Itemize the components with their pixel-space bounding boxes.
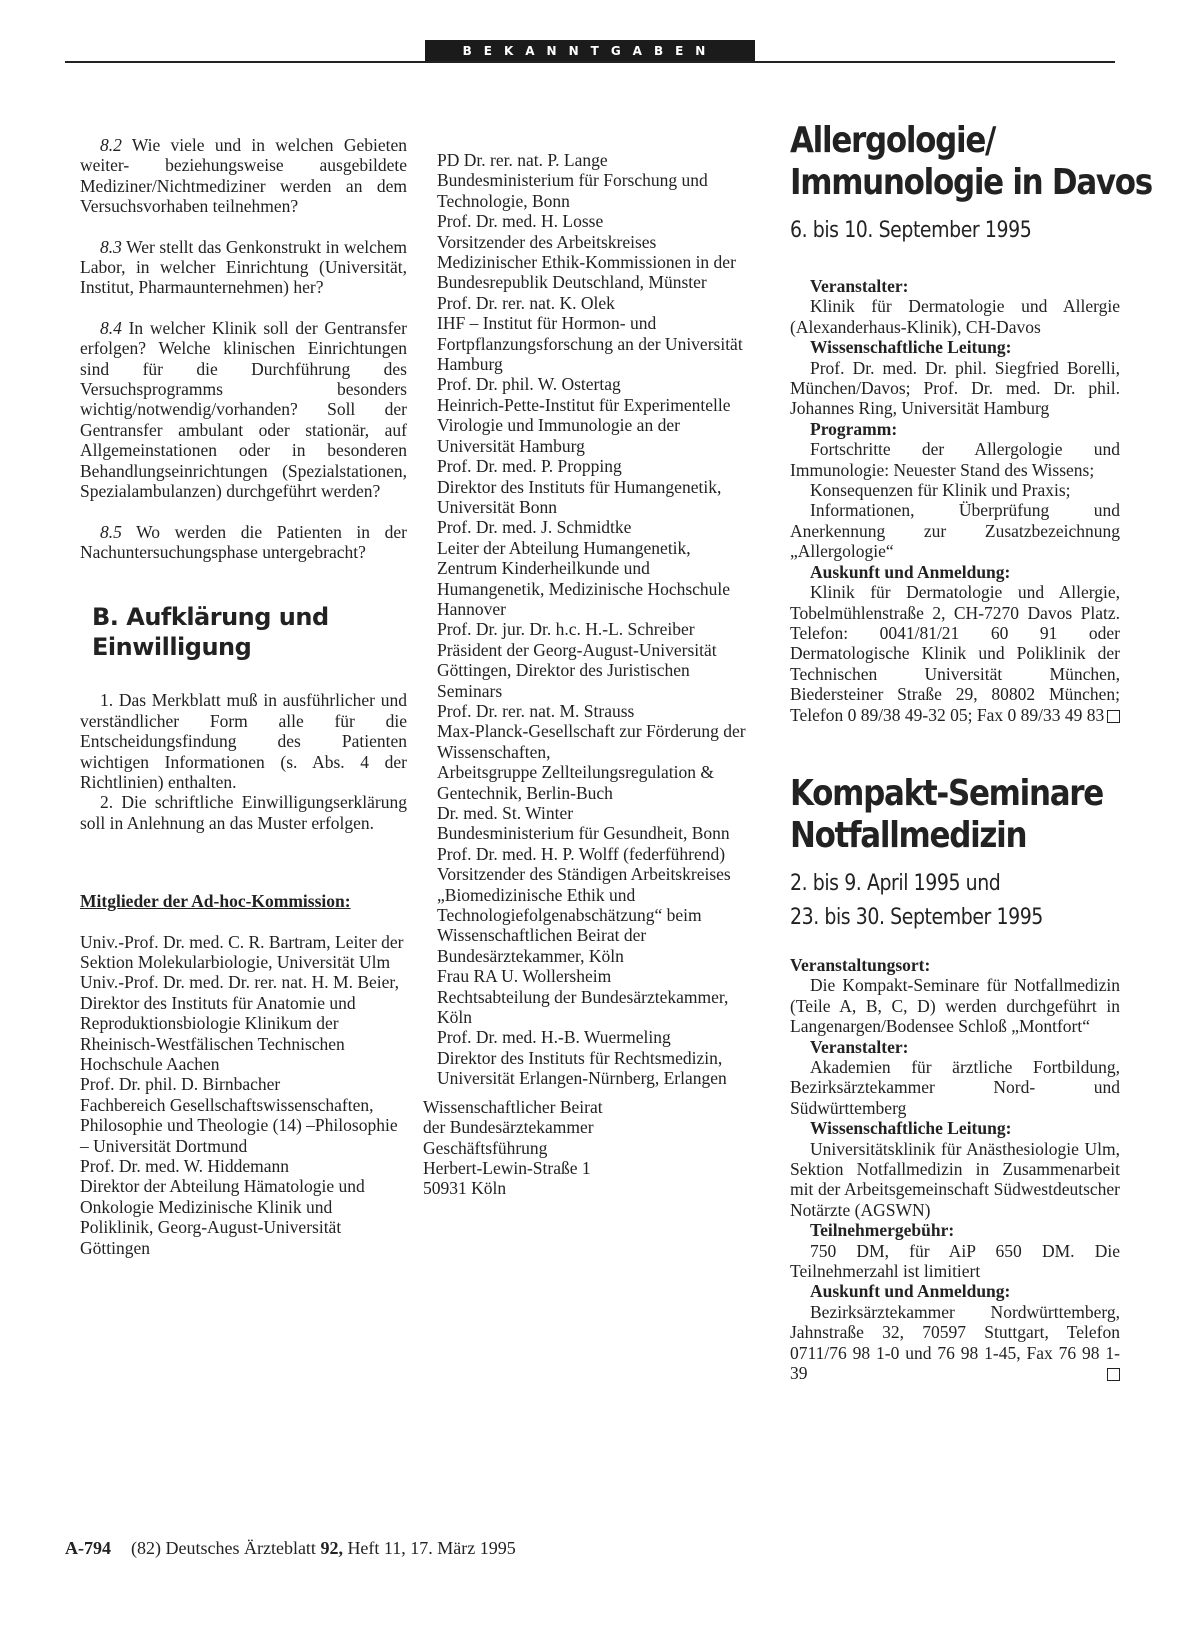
question-8-4 [80,318,407,502]
event-dates: 6. bis 10. September 1995 [790,218,1032,243]
section-heading-b [92,602,407,662]
value-programm: Fortschritte der Allergologie und Immunologie: Neuester Stand des Wissens; [790,439,1120,480]
paragraph-1: 1. Das Merkblatt muß in ausführlicher und verständlicher Form alle für die Entscheidungsfindung des Patienten wichtigen Informationen (s. Abs. 4 der Richtlinien) enthalten. [80,690,407,792]
member-entry: Prof. Dr. rer. nat. K. Olek IHF – Institut für Hormon- und Fortpflanzungsforschung an der Universität Hamburg [437,292,743,375]
event-title: Notfallmedizin [790,814,1027,856]
citation-pre: (82) Deutsches Ärzteblatt [131,1538,321,1558]
column-2 [423,150,750,1199]
auskunft-text: Klinik für Dermatologie und Allergie, Tobelmühlenstraße 2, CH-7270 Davos Platz. Telefon: 0041/81/21 60 91 oder Dermatologische Klinik und Poliklinik der Technischen Universität München, Biedersteiner Straße 29, 80802 München; Telefon 0 89/38 49-32 05; Fax 0 89/33 49 83 [790,582,1120,725]
event-dates: 23. bis 30. September 1995 [790,904,1043,930]
member-entry: Prof. Dr. med. W. Hiddemann Direktor der Abteilung Hämatologie und Onkologie Medizinische Klinik und Poliklinik, Georg-August-Universität Göttingen [80,1156,365,1258]
paragraph-2: 2. Die schriftliche Einwilligungserklärung soll in Anlehnung an das Muster erfolgen. [80,792,407,833]
heading-line: Einwilligung [92,633,252,662]
value-leitung: Prof. Dr. med. Dr. phil. Siegfried Borelli, München/Davos; Prof. Dr. med. Dr. phil. Johannes Ring, Universität Hamburg [790,357,1120,419]
citation-volume: 92, [320,1538,343,1558]
event-title: Allergologie/ [790,120,996,161]
question-text: Wie viele und in welchen Gebieten weiter- beziehungsweise ausgebildete Mediziner/Nichtmediziner werden an dem Versuchsvorhaben teilnehmen? [80,135,407,217]
label-ort: Veranstaltungsort: [790,954,931,975]
member-entry: PD Dr. rer. nat. P. Lange Bundesministerium für Forschung und Technologie, Bonn [437,150,708,211]
member-list [80,932,407,1259]
question-number: 8.2 [100,135,122,155]
address-block: Wissenschaftlicher Beirat der Bundesärztekammer Geschäftsführung Herbert-Lewin-Straße 1 50931 Köln [423,1096,603,1199]
value-leitung: Universitätsklinik für Anästhesiologie Ulm, Sektion Notfallmedizin in Zusammenarbeit mit der Arbeitsgemeinschaft Südwestdeutscher Notärzte (AGSWN) [790,1138,1120,1220]
kommission-title: Mitglieder der Ad-hoc-Kommission: [80,891,351,912]
citation-post: Heft 11, 17. März 1995 [342,1538,516,1558]
member-entry: Univ.-Prof. Dr. med. C. R. Bartram, Leiter der Sektion Molekularbiologie, Universität Ulm [80,931,404,972]
label-auskunft: Auskunft und Anmeldung: [810,561,1011,582]
event-allergologie [790,120,1152,725]
end-box-icon [1107,710,1120,723]
value-gebuehr: 750 DM, für AiP 650 DM. Die Teilnehmerzahl ist limitiert [790,1240,1120,1282]
event-dates: 2. bis 9. April 1995 und [790,870,1001,896]
label-programm: Programm: [810,418,898,439]
value-ort: Die Kompakt-Seminare für Notfallmedizin (Teile A, B, C, D) werden durchgeführt in Langenargen/Bodensee Schloß „Montfort“ [790,975,1120,1037]
value-veranstalter: Klinik für Dermatologie und Allergie (Alexanderhaus-Klinik), CH-Davos [790,296,1120,337]
value-auskunft [790,582,1120,725]
value-auskunft [790,1302,1120,1384]
question-8-3 [80,237,407,298]
question-number: 8.4 [100,317,122,338]
auskunft-text: Bezirksärztekammer Nordwürttemberg, Jahnstraße 32, 70597 Stuttgart, Telefon 0711/76 98 1-0 und 76 98 1-45, Fax 76 98 1-39 [790,1301,1120,1384]
event-notfallmedizin [790,773,1120,1384]
member-entry: Dr. med. St. Winter Bundesministerium für Gesundheit, Bonn [437,803,730,844]
label-veranstalter: Veranstalter: [810,276,909,296]
end-box-icon [1107,1368,1120,1381]
section-header-bar [425,40,755,62]
question-text: Wer stellt das Genkonstrukt in welchem Labor, in welcher Einrichtung (Universität, Institut, Pharmaunternehmen) her? [80,236,407,298]
member-entry: Prof. Dr. jur. Dr. h.c. H.-L. Schreiber Präsident der Georg-August-Universität Göttingen, Direktor des Juristischen Seminars [437,619,717,701]
question-text: Wo werden die Patienten in der Nachuntersuchungsphase untergebracht? [80,521,407,562]
question-8-5 [80,522,407,563]
member-entry: Prof. Dr. med. H. P. Wolff (federführend) Vorsitzender des Ständigen Arbeitskreises „Biomedizinische Ethik und Technologiefolgenabschätzung“ beim Wissenschaftlichen Beirat der Bundesärztekammer, Köln [437,843,731,966]
member-entry: Prof. Dr. med. P. Propping Direktor des Instituts für Humangenetik, Universität Bonn [437,456,722,517]
label-leitung: Wissenschaftliche Leitung: [810,337,1012,358]
value-programm: Konsequenzen für Klinik und Praxis; [810,480,1071,501]
label-leitung: Wissenschaftliche Leitung: [810,1118,1012,1139]
page-footer [65,1538,516,1559]
question-number: 8.3 [100,236,122,257]
event-title: Immunologie in Davos [790,162,1152,203]
label-auskunft: Auskunft und Anmeldung: [810,1281,1011,1302]
member-list [437,150,750,1089]
question-text: In welcher Klinik soll der Gentransfer erfolgen? Welche klinischen Einrichtungen sind für die Durchführung des Versuchsprogramms besonders wichtig/notwendig/vorhanden? Soll der Gentransfer ambulant oder stationär, auf Allgemeinstationen oder in besonderen Behandlungseinrichtungen (Spezialstationen, Spezialambulanzen) durchgeführt werden? [80,317,407,502]
header-rule [65,61,1115,63]
member-entry: Prof. Dr. med. J. Schmidtke Leiter der Abteilung Humangenetik, Zentrum Kinderheilkunde und Humangenetik, Medizinische Hochschule Hannover [437,517,731,619]
member-entry: Prof. Dr. phil. D. Birnbacher Fachbereich Gesellschaftswissenschaften, Philosophie und Theologie (14) –Philosophie – Universität Dortmund [80,1074,398,1156]
question-8-2 [80,135,407,217]
question-number: 8.5 [100,521,122,542]
page-number: A-794 [65,1538,111,1558]
column-1 [80,135,407,1258]
member-entry: Univ.-Prof. Dr. med. Dr. rer. nat. H. M. Beier, Direktor des Instituts für Anatomie und Reproduktionsbiologie Klinikum der Rheinisch-Westfälischen Technischen Hochschule Aachen [80,972,399,1074]
label-gebuehr: Teilnehmergebühr: [810,1220,955,1241]
member-entry: Prof. Dr. rer. nat. M. Strauss Max-Planck-Gesellschaft zur Förderung der Wissenschaften, Arbeitsgruppe Zellteilungsregulation & Gentechnik, Berlin-Buch [437,700,746,803]
member-entry: Frau RA U. Wollersheim Rechtsabteilung der Bundesärztekammer, Köln [437,966,729,1028]
heading-line: B. Aufklärung und [92,603,329,632]
column-3 [790,120,1152,1384]
label-veranstalter: Veranstalter: [810,1036,909,1057]
event-title: Kompakt-Seminare [790,772,1103,814]
value-programm: Informationen, Überprüfung und Anerkennung zur Zusatzbezeichnung „Allergologie“ [790,500,1120,562]
section-title: BEKANNTGABEN [462,44,718,58]
member-entry: Prof. Dr. med. H. Losse Vorsitzender des Arbeitskreises Medizinischer Ethik-Kommissionen in der Bundesrepublik Deutschland, Münster [437,211,736,293]
member-entry: Prof. Dr. phil. W. Ostertag Heinrich-Pette-Institut für Experimentelle Virologie und Immunologie an der Universität Hamburg [437,374,731,456]
value-veranstalter: Akademien für ärztliche Fortbildung, Bezirksärztekammer Nord- und Südwürttemberg [790,1056,1120,1118]
member-entry: Prof. Dr. med. H.-B. Wuermeling Direktor des Instituts für Rechtsmedizin, Universität Erlangen-Nürnberg, Erlangen [437,1027,727,1089]
